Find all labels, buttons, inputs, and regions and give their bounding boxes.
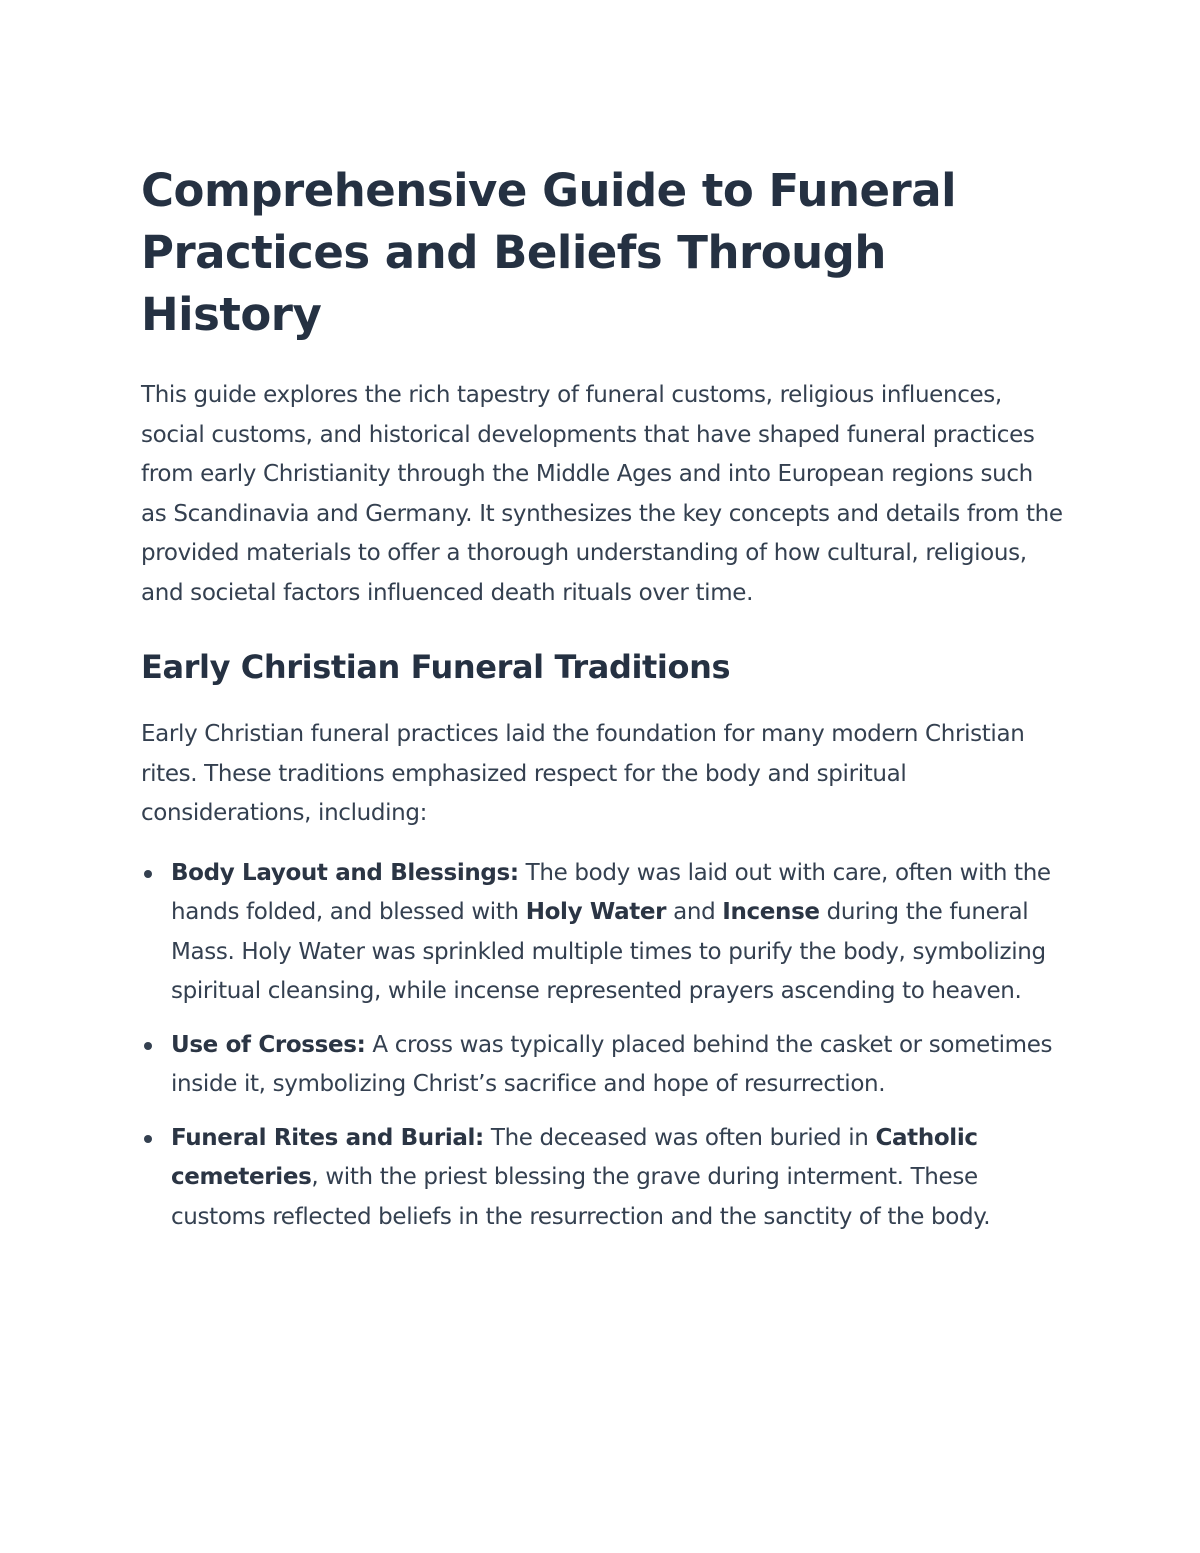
list-item-body-layout — [141, 854, 1063, 1012]
list-item-text: during the funeral Mass. Holy Water was sprinkled multiple times to purify the body, symbolizing spiritual cleansing, while incense represented prayers ascending to heaven. — [171, 899, 1046, 1004]
emphasis-catholic-cemeteries: Catholic cemeteries — [171, 1124, 978, 1190]
list-item-text: and — [666, 899, 723, 925]
list-item-rites-burial — [141, 1119, 1063, 1238]
emphasis-holy-water: Holy Water — [525, 899, 667, 925]
section-lead-paragraph: Early Christian funeral practices laid the foundation for many modern Christian rites. These traditions emphasized respect for the body and spiritual considerations, including: — [141, 721, 1025, 826]
list-item-text: The body was laid out with care, often with the hands folded, and blessed with — [171, 859, 1051, 925]
bullet-dot — [144, 870, 152, 878]
list-item-text: A cross was typically placed behind the casket or sometimes inside it, symbolizing Christ’s sacrifice and hope of resurrection. — [171, 1031, 1053, 1097]
document-page — [141, 160, 1063, 1251]
list-item-label: Body Layout and Blessings: — [171, 859, 519, 886]
tradition-list — [141, 854, 1063, 1238]
section-heading: Early Christian Funeral Traditions — [141, 648, 731, 686]
list-item-text: The deceased was often buried in — [483, 1124, 876, 1151]
list-item-text: , with the priest blessing the grave during interment. These customs reflected beliefs in the resurrection and the sanctity of the body. — [171, 1164, 991, 1230]
bullet-dot — [144, 1135, 152, 1143]
intro-paragraph: This guide explores the rich tapestry of funeral customs, religious influences, social customs, and historical developments that have shaped funeral practices from early Christianity through the Middle Ages and into European regions such as Scandinavia and Germany. It synthesizes the key concepts and details from the provided materials to offer a thorough understanding of how cultural, religious, and societal factors influenced death rituals over time. — [141, 382, 1063, 606]
bullet-dot — [144, 1042, 152, 1050]
emphasis-incense: Incense — [722, 899, 820, 925]
list-item-crosses — [141, 1026, 1063, 1105]
list-item-label: Use of Crosses: — [171, 1031, 366, 1058]
document-title: Comprehensive Guide to Funeral Practices and Beliefs Through History — [141, 164, 957, 341]
list-item-label: Funeral Rites and Burial: — [171, 1124, 484, 1151]
